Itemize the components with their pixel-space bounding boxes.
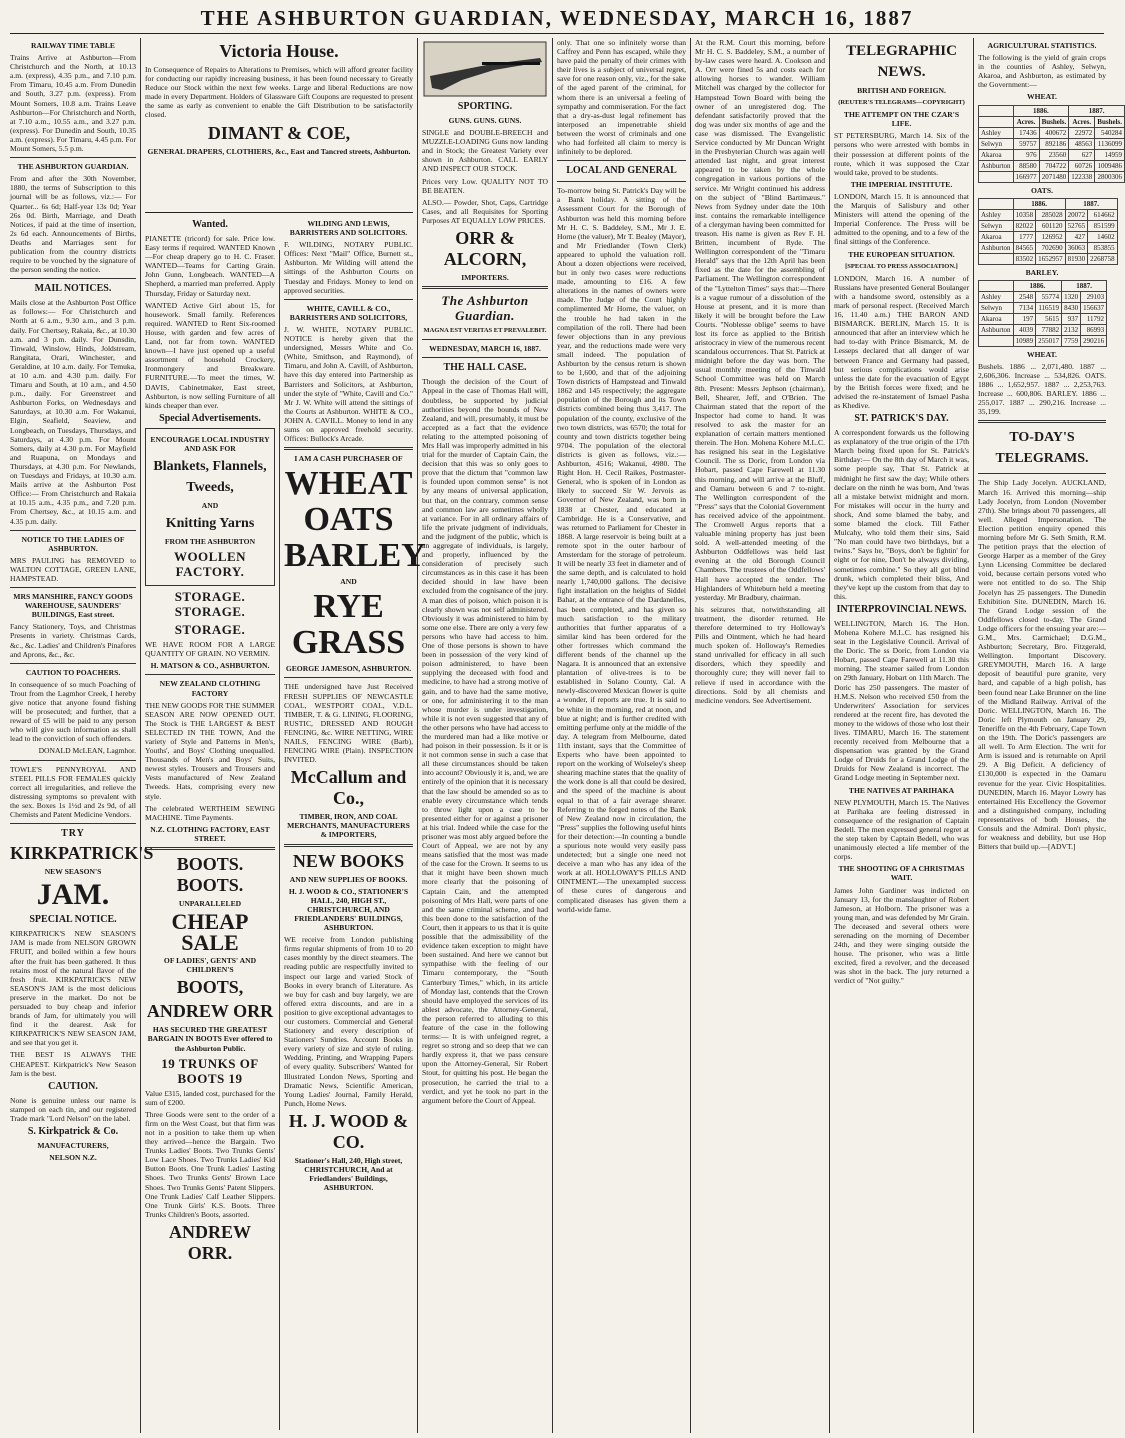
manshire-notice: Fancy Stationery, Toys, and Christmas Presents in variety. Christmas Cards, &c., &c. Ladies' and Children's Pinafores and Aprons, &c., &c. [10, 622, 136, 659]
column-separator [690, 38, 691, 1433]
table-cell: 290216 [1081, 335, 1107, 346]
column-separator [829, 38, 830, 1433]
table-cell: 255017 [1036, 335, 1062, 346]
st-patrick-heading: ST. PATRICK'S DAY. [854, 413, 949, 425]
table-cell: 14959 [1095, 149, 1125, 160]
table-cell: 166977 [1013, 171, 1039, 182]
special-notice: KIRKPATRICK'S NEW SEASON'S JAM is made from NELSON GROWN FRUIT, and boiled within a few hours after the fruit has been gathered. It thus retains most of the natural flavor of the fresh fruit. KIRKPATRICK'S NEW SEASON'S JAM is the most delicious preserve in the market. Do not be persuaded to buy cheap and inferior brands of Jam, for ultimately you will find it the dearest. Ask for KIRKPATRICK'S NEW SEASON JAM, and see that you get it. [10, 929, 136, 1048]
unparalleled-label: UNPARALLELED [178, 899, 242, 909]
table-row [979, 302, 1107, 313]
agricultural-heading: AGRICULTURAL STATISTICS. [987, 41, 1097, 50]
table-row [979, 291, 1107, 302]
table-cell: 8430 [1062, 302, 1081, 313]
new-season-heading: NEW SEASON'S [44, 867, 102, 877]
christmas-wait-heading: THE SHOOTING OF A CHRISTMAS WAIT. [838, 864, 965, 883]
woollen-heading: WOOLLEN FACTORY. [173, 549, 247, 580]
column-separator [279, 250, 280, 1430]
table-cell: 82022 [1013, 220, 1036, 231]
local-general-heading: LOCAL AND GENERAL [566, 165, 677, 177]
table-cell: 20072 [1065, 209, 1088, 220]
column-6 [695, 38, 825, 1428]
storage-heading: STORAGE. STORAGE. [174, 589, 246, 620]
table-cell: 2132 [1062, 324, 1081, 335]
wood-company: H. J. WOOD & CO. [288, 1110, 409, 1152]
table-row [979, 242, 1118, 253]
mail-heading: MAIL NOTICES. [34, 283, 112, 295]
hall-case-heading: THE HALL CASE. [443, 362, 527, 374]
barley-heading: BARLEY [284, 537, 426, 575]
imperial-heading: THE IMPERIAL INSTITUTE. [850, 179, 953, 189]
fromthe-label: FROM THE ASHBURTON [164, 537, 256, 547]
table-cell: Akaroa [979, 149, 1014, 160]
wood-footer: Stationer's Hall, 240, High street, CHRISTCHURCH, And at Friedlanders' Buildings, ASHBURTON. [294, 1155, 403, 1193]
table-cell: 17436 [1013, 127, 1039, 138]
caution-heading: CAUTION TO POACHERS. [25, 667, 121, 677]
ladies-notice: MRS PAULING has REMOVED to WALTON COTTAGE, GREEN LANE, HAMPSTEAD. [10, 555, 136, 583]
hassecured-label: HAS SECURED THE GREATEST BARGAIN IN BOOTS Ever offered to the Ashburton Public. [147, 1025, 273, 1053]
cash-purchaser-heading: I AM A CASH PURCHASER OF [294, 454, 403, 464]
encourage-heading: ENCOURAGE LOCAL INDUSTRY AND ASK FOR [150, 434, 270, 453]
table-row [979, 220, 1118, 231]
table-row [979, 138, 1125, 149]
cavill-text: J. W. WHITE, NOTARY PUBLIC. NOTICE is hereby given that the undersigned, Messrs White and Co. (White, Smithson, and Raymond), of Timaru, and John A. Cavill, of Ashburton, have this day entered into Partnership as Barristers and Solicitors, at Ashburton, under the style of "White, Cavill and Co." Mr J. W. White will attend the sittings of the Courts at Ashburton. WHITE & CO., JOHN A. CAVILL. Money to lend in any sums on approved freehold security. Offices: Bullock's Arcade. [284, 324, 413, 444]
table-cell: Selwyn [979, 220, 1014, 231]
imperial-text: LONDON, March 15. It is announced that the Marquis of Salisbury and other Ministers will attend the opening of the Imperial Conference. The Press will be admitted to the opening, and to a few of the final sittings of the Conference. [834, 191, 969, 247]
caution2-notice: None is genuine unless our name is stamped on each tin, and our registered Trade mark "Lord Nelson" on the label. [10, 1095, 136, 1123]
table-cell: 976 [1013, 149, 1039, 160]
holloway-text: his seizures that, notwithstanding all treatment, the disorder returned. He therefore determined to try Holloway's Pills and Ointment, which he had heard much spoken of. Holloway's Remedies stand unrivalled for efficacy in all such disorders, which they speedily and thoroughly cure; they will never fail to relieve if used in accordance with the directions. Sold by all chemists and medicine vendors. See Advertisement. [695, 604, 825, 705]
table-cell: Selwyn [979, 138, 1014, 149]
column-separator [417, 38, 418, 1433]
table-cell: 5615 [1036, 313, 1062, 324]
table-cell: 36063 [1065, 242, 1088, 253]
table-row [979, 231, 1118, 242]
table-cell: 86993 [1081, 324, 1107, 335]
table-cell: 197 [1013, 313, 1036, 324]
victoria-heading: Victoria House. [219, 41, 339, 61]
table-cell: 702690 [1036, 242, 1066, 253]
czar-text: ST PETERSBURG, March 14. Six of the persons who were arrested with bombs in their possession at different points of the route, which it was supposed the Czar would take, proved to be students. [834, 131, 969, 177]
wanted-heading: Wanted. [192, 219, 228, 230]
special-heading: SPECIAL NOTICE. [29, 914, 117, 926]
nzcloth-signature: N.Z. CLOTHING FACTORY, EAST STREET. [150, 824, 270, 843]
czar-heading: THE ATTEMPT ON THE CZAR'S LIFE. [843, 110, 960, 129]
table-cell: Selwyn [979, 302, 1014, 313]
dimant-sub: GENERAL DRAPERS, CLOTHIERS, &c., East and Tancred streets, Ashburton. [147, 146, 411, 156]
nelson-label: NELSON N.Z. [49, 1153, 97, 1163]
table-cell [979, 171, 1014, 182]
european-heading: THE EUROPEAN SITUATION. [848, 249, 955, 259]
table-cell: 851599 [1088, 220, 1118, 231]
column-2b [284, 216, 426, 1426]
wanted-list-2: WANTED Active Girl about 15, for housework. Small family. References required. WANTED to Rent Six-roomed House, with garden and few acres of Land, not far from town. WANTED known—I have just opened up a useful assortment of household Crockery, Ironmongery and Breakware. FURNITURE.—To meet the times, W. DAVIS, Cabinetmaker, East street, Ashburton, is now selling Furniture of all kinds cheaper than ever. [145, 300, 275, 410]
jameson-label: GEORGE JAMESON, ASHBURTON. [285, 664, 412, 674]
oats-table-heading: OATS. [1030, 185, 1053, 195]
table-cell: 1136099 [1095, 138, 1125, 149]
kirkpatrick-company: S. Kirkpatrick & Co. [27, 1126, 119, 1137]
andrew-orr-heading: ANDREW ORR [146, 1001, 274, 1022]
nzcloth-text: THE NEW GOODS FOR THE SUMMER SEASON ARE NOW OPENED OUT. The Stock is THE LARGEST & BEST SELECTED IN THE TOWN, And the variety of Style and Patterns in Men's, Youths', and Boys' Clothing unequalled. Thousands of Men's and Boys' Suits, newest styles. Trousers and Trousers and Vests manufactured of New Zealand Tweeds. Hats, comprising every new style. [145, 700, 275, 801]
table-cell: 122338 [1069, 171, 1095, 182]
table-cell: 601120 [1036, 220, 1066, 231]
table-cell: Ashley [979, 291, 1014, 302]
table-cell: 29103 [1081, 291, 1107, 302]
knitting-heading: Knitting Yarns [165, 516, 255, 532]
guardian-nameplate: The Ashburton Guardian. [441, 293, 529, 324]
interprovincial-text: WELLINGTON, March 16. The Hon. Mohena Kohere M.L.C. has resigned his seat in the Legislative Council. Arrival of the Doric. The ss Doric, from London via Hobart, passed Cape Farewell at 11.30 this morning. The steamer sailed from London on 29th January, Hobart on 11th March. The Doric has 250 passengers. The master of H.M.S. Nelson who received £50 from the Underwriters' Association for services rendered at the recent fire, has devoted the money to the widows of those who lost their lives. TIMARU, March 16. The statement recently received from Melbourne that a dispensation was granted by the Grand Lodge of Druids for a Grand Lodge of the Druids for New Zealand is incorrect. The Grand Lodge meeting in September next. [834, 618, 969, 783]
column-1 [10, 38, 154, 1428]
mccallum-sub: TIMBER, IRON, AND COAL MERCHANTS, MANUFACTURERS & IMPORTERS, [287, 812, 410, 840]
trunks-list: Three Goods were sent to the order of a firm on the West Coast, but that firm was not in a position to take them up when they arrived—hence the Bargain. Two Trunks Ladies' Boots. Two Trunks Gents' Low Lace Shoes. Two Trunks Ladies' Kid Button Boots. One Trunk Ladies' Lasting Shoes. Two Trunks Gents' Brown Lace Shoes. Two Trunks Gents' Patent Slippers. One Trunk Ladies' Calf Leather Slippers. One Trunk Girls' K.S. Boots. Three Trunks Children's Boots, assorted. [145, 1109, 275, 1219]
table-row [979, 160, 1125, 171]
table-cell: Ashley [979, 209, 1014, 220]
guardian-motto: MAGNA EST VERITAS ET PREVALEBIT. [423, 327, 547, 335]
wheat-table: 1886. 1887. Acres. Bushels. Acres. Bushels. Ashley 17436 400672 22972 540284 Selwyn 59757 892186 48563 1136099 Akaroa 976 23560 627 14959 Ashburton 88580 704722 60726 1009486 166977 2071480 122338 2800306 [978, 105, 1125, 183]
orr-alcorn-heading: ORR & ALCORN, [443, 228, 527, 270]
jam-heading: JAM. [36, 878, 110, 912]
table-cell: 23560 [1039, 149, 1069, 160]
table-cell: 48563 [1069, 138, 1095, 149]
column-8 [978, 38, 1122, 1428]
st-patrick-text: A correspondent forwards us the following as explanatory of the true origin of the 17th March being fixed upon for St. Patrick's Birthday:— On the 8th day of March it was, some people say, That St. Patrick at midnight he first saw the day; While others declare on the ninth he was born, And 'twas all a mistake betwixt midnight and morn. For mistakes will occur in the hurry and shock, And some blamed the baby, and some blamed the clock. Till Father Mulcahy, who told them their sins, Said "No man could have two birthdays, but a twins." Says he, "Boys, don't be fightin' for eight or for nine, Don't be always dividing, sometimes combine." So they all got blind drunk, which completed their bliss, And they've kept up the custom from that day to this. [834, 428, 969, 601]
wood-header: H. J. WOOD & CO., STATIONER'S HALL, 240, HIGH ST., CHRISTCHURCH, AND FRIEDLANDERS' BUILDINGS, ASHBURTON. [288, 886, 409, 933]
andrew-orr-footer: ANDREW ORR. [168, 1221, 251, 1263]
agricultural-intro: The following is the yield of grain crops in the counties of Ashley, Selwyn, Akaroa, and Ashburton, as estimated by the Government:— [978, 53, 1106, 90]
table-cell: 52765 [1065, 220, 1088, 231]
hall-case-text: Though the decision of the Court of Appeal in the case of Thomas Hall will, doubtless, be supported by judicial authorities beyond the bounds of New Zealand, and will, presumably, it must be accepted as a fact that the evidence relating to the attempted poisoning of Mrs Hall was improperly admitted in his trial for the murder of Captain Cain, the decision that this was so only goes to prove that the dictum that "common law is founded upon common sense" is not by any means of universal application, but that, on the contrary, common sense and common law are sometimes wholly at variance. For in all ordinary affairs of life the private judgment of individuals, and the judgment of the public, which is an aggregate of individuals, is largely, and properly, influenced by the consideration of precisely such circumstances as in this case it has been decided should in law have been excluded from the cognisance of the jury. A man dies of poison, which poison it is clearly shown was not self administered. Obviously it was administered to him by some one else. There are only a very few persons who have had access to him. One of those persons is shown to have been in possession of the very kind of poison administered, to have been supplying the deceased with food and medicine, to have had a strong motive of gain, and to have had the same motive, or one, for administering it to the man whose murder is under investigation, while it is not even suggested that any of the other persons who have had access to the murdered man had a like motive or had poison in their possession. Is it or is it not common sense in such a case that all these circumstances should be taken into account? Obviously it is, and, we are entirely of the opinion that it is necessary that the law should be amended so as to enable every circumstance which tends to throw light upon a case to be presented either for or against a prisoner at his trial. Indeed while the case for the prisoner was most ably argued before the Court of Appeal, we are not by any means satisfied that the most was made of the case for the Crown. It seems to us that it might have been shown much more clearly that the poisoning of Captain Cain, and the attempted poisoning of Mrs Hall, were parts of one and the same criminal scheme, and had this been done to the satisfaction of the Court, then it appears to us that it is quite possible that the admissibility of the evidence taken exception to might have been sustained. And here we cannot but sympathise with the feeling of our Timaru contemporary, the "South Canterbury Times," which, in its article of Monday last, contends that the Crown should have employed the services of its ablest advocate, the Attorney-General, the person referred to alluding to this feature of the case in the following terms:— It is with unfeigned regret, a regret so strong and so deep that we can hardly express it, that we pass censure upon the Attorney-General, Sir Robert Stout, for quitting his post. He began the prosecution, he carried the trial to a verdict, and yet he took no part in the argument before the Court of Appeal. [422, 377, 548, 1105]
local-general-text: To-morrow being St. Patrick's Day will be a Bank holiday. A sitting of the Assessment Court for the Borough of Ashburton was held this morning before Mr H. C. S. Baddeley, S.M., Mr J. E. Horne (the valuer), Mr T. Bealey (Mayor), and Mr Friedlander (Town Clerk) appeared to uphold the valuation roll. About a dozen objections were received, but in only two cases were reductions made, amounting to £16. A few alterations in the names of owners were made. The Judge of the Court highly complimented Mr Horne, the valuer, on the trouble he had taken in the compilation of the roll. There had been fewer objections than in any previous year, and the reductions made were very small indeed. The population of Ashburton by the census return is shown to be 1,600, and that of the adjoining Town districts of Hampstead and Tinwald 1862 and 145 respectively; the aggregate population of the Borough and its Town districts combined being thus 3,417. The population of the county, exclusive of the two town districts, was 6570; the total for county and town districts together being 9704. The population of the electoral districts is given as follows, viz.:—Ashburton, 4516; Wakanui, 4980. The Right Hon. H. Cecil Raikes, Postmaster-General, who is spoken of in London as likely to succeed Sir W. Jervois as Governor of New Zealand, was born in 1838 at Chester, and educated at Cambridge. He is a Conservative, and was returned to Parliament for Chester in 1868. A large reservoir is being built at a remote spot in the outer harbour of Amsterdam for the storage of petroleum. It will be nearly 33 feet in diameter and of the same depth, and is calculated to hold nearly 1,740,000 gallons. The decisive fight installation on the heights of Siddel Bahar, at the entrance of the Dardanelles, has been completed, and has given so much satisfaction to the military authorities that further apparatus of a similar kind has been ordered for the other fortresses which command the different bends of the channel up the Nagara. It is announced that an extensive plantation of olive-trees is to be established in Solano County, Cal. A newly-discovered Mexican flower is quite a wonder, if reports are true. It is said to be white in the morning, red at noon, and blue at night; and is further credited with emitting perfume only at the middle of the day. A telegram from Melbourne, dated 11th instant, says that the Committee of Experts who have been appointed to report on the working of Wolseley's sheep shearing machine states that the quality of the work done is all that could be desired, and the speed of the machine is about equal to that of a fair average shearer. Referring to the forged notes of the Bank of New Zealand now in circulation, the "Press" supplies the following useful hints for their detection:—In counting a bundle a spurious note would very easily pass undetected; but a single one need not deceive a man who has any idea of the work at all. HOLLOWAY'S PILLS AND OINTMENT.—The unexampled success of these cures of dangerous and complicated diseases has given them a world-wide fame. [557, 186, 686, 914]
year-header: 1886. [1013, 105, 1069, 116]
christmas-wait-text: James John Gardiner was indicted on January 13, for the manslaughter of Robert Jameson, at Holborn. The prisoner was a young man, and was defended by Mr Grain. The deceased and several others were serenading on the morning of December 24th, and they were singing outside the house. The prisoner, who was a little excited, fired a revolver, and the deceased was shot in the back. The jury returned a verdict of "Not guilty." [834, 885, 969, 986]
column-5 [557, 38, 686, 1428]
masthead [0, 0, 1114, 34]
table-cell: 14602 [1088, 231, 1118, 242]
rye-grass-heading: RYE GRASS [291, 588, 406, 662]
column-7 [834, 38, 969, 1428]
ofladies-label: OF LADIES', GENTS' AND CHILDREN'S [163, 956, 257, 975]
telegraphic-sub: BRITISH AND FOREIGN. [857, 86, 946, 95]
masthead-rule [10, 33, 1104, 34]
ladies-heading: NOTICE TO THE LADIES OF ASHBURTON. [21, 534, 125, 553]
table-row [979, 127, 1125, 138]
table-cell [979, 253, 1014, 264]
table-cell: 156637 [1081, 302, 1107, 313]
table-cell: 400672 [1039, 127, 1069, 138]
table-cell: 853855 [1088, 242, 1118, 253]
table-cell: 10358 [1013, 209, 1036, 220]
european-text: LONDON, March 16. A number of Russians have presented General Boulanger with a handsome sword, ostensibly as a mark of personal respect. (Received March 16, 11.40 a.m.) THE BARON AND BISMARCK. BERLIN, March 15. It is announced that after an interview which he had to-day with Prince Bismarck, M. de Lesseps declared that all danger of war between France and Germany had passed, but serious complications would arise unless the date for the evacuation of Egypt by the British forces were fixed; and he advised the re-instatement of Ismael Pasha as Khedive. [834, 273, 969, 410]
table-row [979, 149, 1125, 160]
rail-heading: RAILWAY TIME TABLE [31, 41, 115, 50]
caution2-heading: CAUTION. [48, 1080, 98, 1092]
table-cell: 427 [1065, 231, 1088, 242]
table-cell: 540284 [1095, 127, 1125, 138]
mail-notices: Mails close at the Ashburton Post Office as follows:— For Christchurch and North at 6 a.m., 9.30 a.m., and 3 p.m. daily. For Chertsey, Rakaia, &c., at 10.30 a.m. and 3 p.m. daily. For Dunsdin, Tinwald, Winslow, Hinds, Joldstream, Rangitata, Orari, Winchester, and Geraldine, at 10 a.m. daily. For Temuka, at 10 a.m. and 4.30 p.m. daily. For Timaru and South, at 10 a.m., and 4.50 p.m., daily. For Greenstreet and Ashburton Forks, on Wednesdays and Saturdays, at 10.30 a.m. For Wakanui, Elgin, Seafield, Seaview, and Longbeach, on Tuesdays, Thursdays, and Saturdays, at 4.30 p.m. For Mount Somers, daily at 4.30 p.m. For Mayfield and Ruapuna, on Mondays and Thursdays, at 4.30 p.m. For Newlands, on Tuesdays and Fridays, at 10.30 a.m. Mails arrive at the Ashburton Post Office:— From Christchurch and Rakaia at 10.15 a.m., 4.35 p.m., and 7.20 p.m. From Chertsey, &c., at 10.15 a.m. and 4.35 p.m. daily. [10, 298, 136, 526]
table-cell: 614662 [1088, 209, 1118, 220]
table-cell: 77882 [1036, 324, 1062, 335]
wilding-heading: WILDING AND LEWIS, BARRISTERS AND SOLICITORS. [289, 219, 408, 238]
towle-advert: TOWLE'S PENNYROYAL AND STEEL PILLS FOR FEMALES quickly correct all irregularities, and relieve the distressing symptoms so prevalent with the sex. Boxes 1s 1½d and 2s 9d, of all Chemists and Patent Medicine Vendors. [10, 764, 136, 820]
caution-signature: DONALD McLEAN, Lagmhor. [38, 746, 136, 756]
wertheim-text: The celebrated WERTHEIM SEWING MACHINE. Time Payments. [145, 803, 275, 822]
blankets-heading: Blankets, Flannels, Tweeds, [153, 458, 267, 495]
table-cell: Ashburton [979, 324, 1014, 335]
column-4 [422, 38, 548, 1428]
table-cell: 2548 [1013, 291, 1036, 302]
european-sub: [SPECIAL TO PRESS ASSOCIATION.] [845, 262, 958, 270]
table-cell: 2268758 [1088, 253, 1118, 264]
interprovincial-heading: INTERPROVINCIAL NEWS. [836, 603, 967, 615]
prices-text: Prices very Low. QUALITY NOT TO BE BEATEN. [422, 176, 548, 195]
table-cell: 937 [1062, 313, 1081, 324]
column-2a [145, 216, 275, 1426]
column-separator [140, 38, 141, 1433]
natives-heading: THE NATIVES AT PARIHAKA [848, 785, 955, 795]
cheap-sale-heading: CHEAP SALE [171, 909, 249, 956]
local-continued-text: At the R.M. Court this morning, before Mr H. C. S. Baddeley, S.M., a number of by-law cases were heard. A. Cookson and A. Orr were fined 5s and costs each for allowing horses to wander. William Mitchell was charged by the collector for Hampstead Town Board with being the owner of an unregistered dog. The defendant satisfactorily proved that the dog was under six months of age and the case was dismissed. The Evangelistic Service conducted by Mr Duncan Wright in the Presbyterian Church was again well attended last night, and great interest appeared to be taken by the whole congregation in various portions of the service. Mr Wright continued his address on the subject of "Blind Bartimæus." News from Sydney under date the 10th inst. contains the remarkable intelligence of a clergyman having been committed for treason. His name is given as Rev F. H. Britten, incumbent of Ryde. The Wellington correspondent of the "Timaru Herald" says that the 12th April has been fixed as the date for the assembling of Parliament. The Wellington correspondent of the "Lyttelton Times" says that:—There is a vague rumour of a dissolution of the House at present, and it is more than likely it will be brought before the Law Courts. "Noblesse oblige" seems to have lost its force as applied to the British aristocracy in view of the numerous recent scandalous occurrences. That St. Patrick at midnight before the day was born. The usual monthly meeting of the Tinwald School Committee was held on March 8th. Present: Messrs Jephson (chairman), Bell, Shearer, Jeff, and O'Brien. The Chairman stated that the report of the Inspector had come to hand. It was resolved to ask the master for an explanation of certain matters mentioned therein. The Hon. Mohena Kohere M.L.C. has resigned his seat in the Legislative Council. The ss Doric, from London via Hobart, passed Cape Farewell at 11.30 this morning, and will arrive at the Bluff, and Oamaru between 6 and 7 to-night. The Wellington correspondent of the "Press" says that the Colonial Government has received advice of the appointment. The Cromwell Argus reports that a valuable mining property has just been sold. A well-attended meeting of the Ashburton Oddfellows was held last evening at the old Borough Council Chambers. The trustees of the Oddfellows' Hall have accepted the tender. The Highlanders of Whiteburn held a meeting yesterday. Mr Bradbury, chairman. [695, 38, 825, 602]
table-cell: 11792 [1081, 313, 1107, 324]
table-cell: Akaroa [979, 231, 1014, 242]
table-row [979, 171, 1125, 182]
boots2-heading: BOOTS, [176, 977, 244, 998]
table-cell: 116519 [1036, 302, 1062, 313]
table-cell: 59757 [1013, 138, 1039, 149]
sporting-heading: SPORTING. [457, 101, 513, 112]
oats-table: 1886. 1887. Ashley 10358 285028 20072 614662 Selwyn 82022 601120 52765 851599 Akaroa 1777 126952 427 14602 Ashburton 84565 702690 36063 853855 83502 1652957 81930 2268758 [978, 198, 1118, 265]
newspaper-title: THE ASHBURTON GUARDIAN, WEDNESDAY, MARCH 16, 1887 [200, 6, 914, 30]
cavill-heading: WHITE, CAVILL & CO., BARRISTERS AND SOLICITORS, [289, 303, 408, 322]
table-cell: 10989 [1013, 335, 1036, 346]
table-cell: Ashburton [979, 242, 1014, 253]
todays-telegrams-text: The Ship Lady Jocelyn. AUCKLAND, March 16. Arrived this morning—ship Lady Jocelyn, from London (November 27th). She brings about 70 passengers, all well. Alleged Impersonation. The Election petition enquiry opened this morning before Mr G. Seth Smith, R.M. The petition prays that the election of George Harper as a member of the Grey Lynn Licensing Committee be declared void, because certain persons voted who were not entitled to do so. The Ship Jocelyn has 25 passengers. The Dunedin Exhibition Site. DUNEDIN, March 16. The Grand Lodge session of the Oddfellows closed to-day. The Grand Lodge officers for the ensuing year are:—G.M., Mrs. Carmichael; D.G.M., Ashburton; Secretary, Bro. Fitzgerald, Wellington. Important Discovery. GREYMOUTH, March 16. A large deposit of beautiful pure granite, very hard, and capable of a high polish, has been found near Lake Brunner on the line of the Midland Railway. Arrival of the Doric. WELLINGTON, March 16. The Doric left Plymouth on January 29, Teneriffe on the 4th February, Cape Town on the 19th. The Doric's passengers are all well. To Arm Election. The writ for Arm is issued and is returnable on April 29. A Big Deficit. A deficiency of £130,000 is expected in the Oamaru revenue for the year. Civic Hospitalities. DUNEDIN, March 16. Mayor Lowry has entertained His Excellency the Governor and a distinguished company, including representatives of both Houses, the Consuls and the Admiral. Don't physic, for weakness and debility, but use Hop Bitters that build up.—[ADVT.] [978, 478, 1106, 852]
table-cell: 83502 [1013, 253, 1036, 264]
oats-heading: OATS [303, 501, 394, 539]
table-cell: 22972 [1069, 127, 1095, 138]
summary-wheat-heading: WHEAT. [1027, 349, 1057, 359]
storage-text: WE HAVE ROOM FOR A LARGE QUANTITY OF GRAIN. NO VERMIN. [145, 640, 275, 659]
and-label: AND [201, 500, 219, 510]
table-cell: 627 [1069, 149, 1095, 160]
table-cell: Ashburton [979, 160, 1014, 171]
rail-timetable: Trains Arrive at Ashburton—From Christchurch and the North, at 10.13 a.m. (express), 4.35 p.m., and 7.10 p.m. From Timaru, 10.45 a.m. From Dunedin and South, 3.27 p.m. (express). From Mount Somers, 10.8 a.m. Trains Leave Ashburton—For Christchurch and North, at 7.10 a.m., 10.55 a.m., and 3.27 p.m. (express). For Dunedin and South, 10.35 a.m. (express). For Timaru, 4.45 p.m. For Mount Somers, 5.5 p.m. [10, 53, 136, 154]
new-books-sub: AND NEW SUPPLIES OF BOOKS. [289, 874, 408, 884]
todays-telegrams-heading: TO-DAY'S TELEGRAMS. [995, 430, 1089, 467]
year-header: 1887. [1069, 105, 1125, 116]
barley-table-heading: BARLEY. [1025, 267, 1059, 277]
table-cell: 7759 [1062, 335, 1081, 346]
wilding-text: F. WILDING, NOTARY PUBLIC. Offices: Next "Mail" Office, Burnett st., Ashburton. Mr Wilding will attend the sittings of the Ashburton Courts on Tuesday and Fridays. Money to lend on approved securities. [284, 240, 413, 295]
table-cell: 2800306 [1095, 171, 1125, 182]
telegraphic-heading: TELEGRAPHIC NEWS. [846, 43, 957, 80]
table-cell: Ashley [979, 127, 1014, 138]
table-row [979, 335, 1107, 346]
table-cell: 60726 [1069, 160, 1095, 171]
dimant-heading: DIMANT & COE, [207, 122, 351, 143]
also-text: ALSO.— Powder, Shot, Caps, Cartridge Cases, and all Requisites for Sporting Purposes AT EQUALLY LOW PRICES. [422, 197, 548, 225]
try-heading: TRY [61, 828, 85, 840]
table-cell: Akaroa [979, 313, 1014, 324]
mccallum-heading: McCallum and Co., [290, 767, 407, 809]
table-cell: 7134 [1013, 302, 1036, 313]
boots-heading: BOOTS. BOOTS. [176, 854, 244, 896]
kirkpatrick-heading: KIRKPATRICK'S [10, 843, 154, 864]
table-row [979, 324, 1107, 335]
guns-heading: GUNS. GUNS. GUNS. [448, 116, 522, 125]
wanted-list: PIANETTE (tricord) for sale. Price low. Easy terms if required. WANTED Known—For cheap drapery go to H. C. Fraser. WANTED—Teams for Carting Grain. John Gunn, Longbeach. WANTED—A Shepherd, a married man preferred. Apply Thursday, Friday or Saturday next. [145, 234, 275, 298]
guns-text: SINGLE and DOUBLE-BREECH and MUZZLE-LOADING Guns now landing and in Stock; the Greatest Variety ever shown in Ashburton. CALL EARLY AND INSPECT OUR STOCK. [422, 128, 548, 174]
table-cell: 285028 [1036, 209, 1066, 220]
table-cell: 4039 [1013, 324, 1036, 335]
table-cell: 88580 [1013, 160, 1039, 171]
summary-text: Bushels. 1886 ... 2,071,480. 1887 ... 2,606,306. Increase ... 534,826. OATS. 1886 ... 1,652,957. 1887 ... 2,253,763. Increase ... 600,806. BARLEY. 1886 ... 255,017. 1887 ... 290,216. Increase ... 35,199. [978, 361, 1106, 417]
table-row [979, 253, 1118, 264]
importers-label: IMPORTERS. [461, 273, 509, 283]
table-cell: 84565 [1013, 242, 1036, 253]
reuter-label: (REUTER'S TELEGRAMS—COPYRIGHT) [838, 99, 965, 107]
storage-heading-2: STORAGE. [174, 622, 246, 638]
table-cell: 1777 [1013, 231, 1036, 242]
nzcloth-heading: NEW ZEALAND CLOTHING FACTORY [159, 679, 261, 698]
table-cell: 81930 [1065, 253, 1088, 264]
table-row [979, 313, 1107, 324]
table-cell: 1320 [1062, 291, 1081, 302]
table-cell: 1652957 [1036, 253, 1066, 264]
table-cell: 1009486 [1095, 160, 1125, 171]
caution-notice: In consequence of so much Poaching of Trout from the Lagmhor Creek, I hereby give notice that anyone found fishing will be prosecuted; and further, that a reward of £5 will be paid to any person who will give such information as shall lead to the conviction of such offenders. [10, 679, 136, 744]
mccallum-text: THE undersigned have Just Received FRESH SUPPLIES OF NEWCASTLE COAL, WESTPORT COAL, V.D.L. TIMBER, T. & G. LINING, FLOORING, RUSTIC, DRESSED AND ROUGH FENCING, &c. WIRE NETTING, WIRE NAILS, FENCING WIRE (Barb), FENCING WIRE (Plain). INSPECTION INVITED. [284, 682, 413, 765]
manshire-heading: MRS MANSHIRE, FANCY GOODS WAREHOUSE, SAUNDERS' BUILDINGS, East street. [13, 592, 133, 620]
new-books-heading: NEW BOOKS [292, 850, 405, 871]
wood-text: WE receive from London publishing firms regular shipments of from 10 to 20 cases monthly by the direct steamers. The reading public are respectfully invited to inspect our large and varied Stock of Books in every branch of Literature. As we buy for cash and buy largely, we are offered extra discounts, and are in a position to give exceptional advantages to our customers. Commercial and General Stationery and every description of Stationers' Sundries. Account Books in every variety of size and style of ruling. Wedding, Printing, and Wrapping Papers of every quality. Subscribers' Wanted for Illustrated London News, Sporting and Dramatic News, Scientific American, Young Ladies' Journal, Family Herald, Punch, Home News. [284, 935, 413, 1108]
natives-text: NEW PLYMOUTH, March 15. The Natives at Parihaka are feeling distressed in consequence of the resignation of Captain Bedell. The men expressed general regret at the step taken by Captain Bedell, who was unanimously elected a life member of the corps. [834, 797, 969, 862]
and-label: AND [340, 577, 357, 587]
column-separator [552, 38, 553, 1433]
guardian-terms: From and after the 30th November, 1880, the terms of Subscription to this journal will be as follows, viz.:— For Quarter... 6s 6d; Half-year 13s 0d; Year 26s 0d. Birth, Marriage, and Death Notices, if paid at the time of insertion, 2s 6d each. Announcements of Births, Deaths and Marriages sent for publication from the country districts require to be vouched by the signature of the person sending the notice. [10, 174, 136, 275]
table-row [979, 209, 1118, 220]
table-cell: 892186 [1039, 138, 1069, 149]
manufacturers-label: MANUFACTURERS, [37, 1141, 109, 1150]
wheat-table-heading: WHEAT. [1027, 92, 1057, 102]
table-cell: 55774 [1036, 291, 1062, 302]
wheat-heading: WHEAT [284, 465, 413, 503]
guardian-heading: THE ASHBURTON GUARDIAN. [17, 162, 129, 172]
table-cell: 2071480 [1039, 171, 1069, 182]
issue-date: WEDNESDAY, MARCH 16, 1887. [429, 344, 541, 354]
value-text: Value £315, landed cost, purchased for the sum of £200. [145, 1088, 275, 1107]
barley-table: 1886. 1887. Ashley 2548 55774 1320 29103 Selwyn 7134 116519 8430 156637 Akaroa 197 5615 937 11792 Ashburton 4039 77882 2132 86993 10989 255017 7759 290216 [978, 280, 1107, 347]
table-cell [979, 335, 1014, 346]
best-notice: THE BEST IS ALWAYS THE CHEAPEST. Kirkpatrick's New Season Jam is the best. [10, 1050, 136, 1078]
gun-illustration [422, 40, 548, 98]
matson-label: H. MATSON & CO., ASHBURTON. [150, 661, 270, 671]
trunks-heading: 19 TRUNKS OF BOOTS 19 [161, 1055, 259, 1086]
hall-case-continued: only. That one so infinitely worse than Caffrey and Penn has escaped, while they have paid the penalty of their crimes with their lives is a subject of universal regret, save for one reason only, viz., for the sake of the aged parent of the criminal, for whom there is an universal a feeling of sympathy and commiseration. For the fact that a dry-as-dust legal refinement has interposed an impenetrable shield between the worst of criminals and one who had forfeited all claim to mercy is infinitely to be deplored. [557, 38, 686, 157]
special-ad-heading: Special Advertisements. [159, 412, 261, 424]
column-separator [973, 38, 974, 1433]
table-cell: 126952 [1036, 231, 1066, 242]
table-cell: 704722 [1039, 160, 1069, 171]
victoria-text: In Consequence of Repairs to Alterations to Premises, which will afford greater facility for conducting our rapidly increasing business, it has been found necessary to Greatly Reduce our Stock within the next few weeks. Large and liberal Reductions are now made in every Department. Holders of Glassware Gift Coupons are requested to present the same as early as convenient to enable the Gift Distribution to be satisfactorily closed. [145, 65, 413, 120]
